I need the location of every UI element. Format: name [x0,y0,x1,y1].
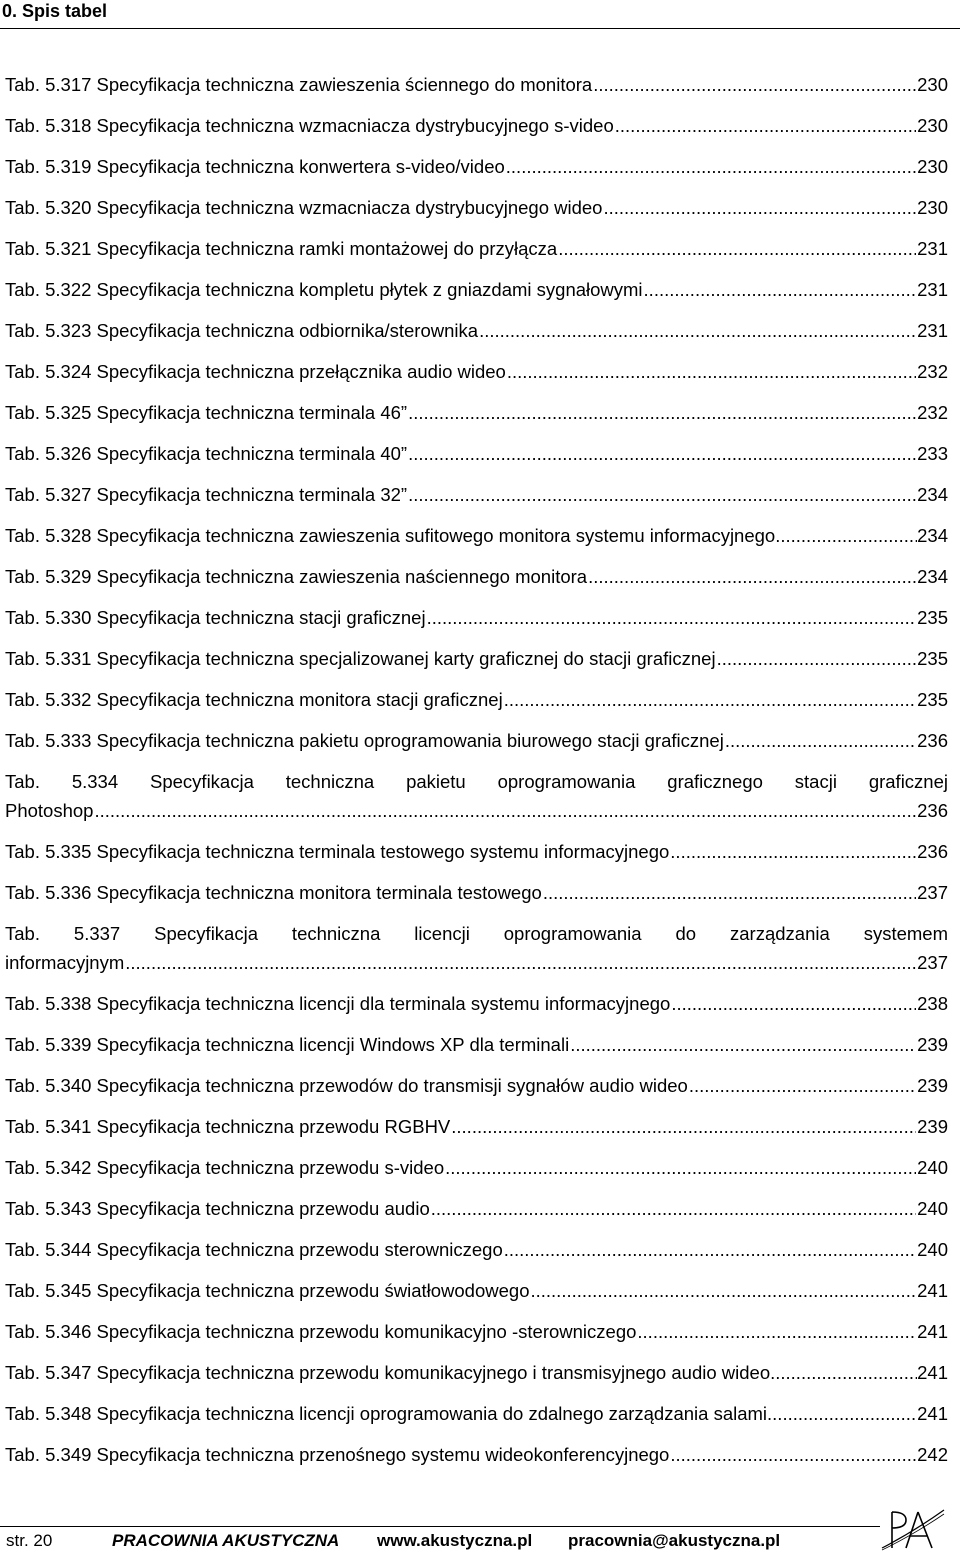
toc-entry[interactable] [5,152,948,181]
toc-entry-label: Tab. 5.330 Specyfikacja techniczna stacji graficznej [5,607,426,628]
dot-leader [445,1153,916,1182]
toc-entry-page: 241 [917,1280,948,1301]
toc-entry-page: 231 [917,320,948,341]
toc-entry-page: 242 [917,1444,948,1465]
dot-leader [408,398,916,427]
dot-leader [451,1112,916,1141]
toc-entry[interactable] [5,439,948,468]
toc-entry-page: 239 [917,1075,948,1096]
toc-entry[interactable] [5,878,948,907]
toc-entry-label: Tab. 5.342 Specyfikacja techniczna przewodu s-video [5,1157,445,1178]
toc-entry-label-line2: informacyjnym [5,952,125,973]
toc-entry-page: 231 [917,279,948,300]
toc-entry-page: 234 [917,566,948,587]
dot-leader [670,1440,916,1469]
toc-entry-page: 230 [917,115,948,136]
website-link[interactable]: www.akustyczna.pl [377,1531,533,1550]
toc-entry-label: Tab. 5.322 Specyfikacja techniczna kompletu płytek z gniazdami sygnałowymi [5,279,643,300]
header-divider [0,28,960,29]
toc-entry-label: Tab. 5.319 Specyfikacja techniczna konwertera s-video/video [5,156,505,177]
dot-leader [506,152,916,181]
toc-entry-page: 239 [917,1034,948,1055]
toc-entry[interactable] [5,837,948,866]
toc-entry-page: 235 [917,689,948,710]
toc-entry-label-line1: Tab. 5.337 Specyfikacja techniczna licencji oprogramowania do zarządzania systemem [5,923,948,944]
toc-entry-label: Tab. 5.328 Specyfikacja techniczna zawieszenia sufitowego monitora systemu informacyjnego [5,525,776,546]
toc-entry-label: Tab. 5.321 Specyfikacja techniczna ramki montażowej do przyłącza [5,238,558,259]
toc-entry[interactable] [5,726,948,755]
toc-entry-label: Tab. 5.324 Specyfikacja techniczna przełącznika audio wideo [5,361,506,382]
dot-leader [543,878,916,907]
toc-entry-label: Tab. 5.320 Specyfikacja techniczna wzmacniacza dystrybucyjnego wideo [5,197,603,218]
dot-leader [717,644,917,673]
toc-entry-page: 236 [917,800,948,821]
toc-entry-label: Tab. 5.338 Specyfikacja techniczna licencji dla terminala systemu informacyjnego [5,993,671,1014]
toc-entry-label: Tab. 5.327 Specyfikacja techniczna terminala 32” [5,484,408,505]
toc-entry-label: Tab. 5.335 Specyfikacja techniczna terminala testowego systemu informacyjnego [5,841,670,862]
dot-leader [507,357,916,386]
toc-entry-multiline[interactable] [5,767,948,825]
dot-leader [689,1071,916,1100]
toc-entry-label-line2: Photoshop [5,800,94,821]
toc-entry[interactable] [5,1276,948,1305]
toc-entry-label: Tab. 5.349 Specyfikacja techniczna przenośnego systemu wideokonferencyjnego [5,1444,670,1465]
dot-leader [558,234,916,263]
toc-entry[interactable] [5,234,948,263]
toc-entry[interactable] [5,111,948,140]
toc-entry[interactable] [5,70,948,99]
toc-entry-label: Tab. 5.347 Specyfikacja techniczna przewodu komunikacyjnego i transmisyjnego audio wideo [5,1362,771,1383]
toc-entry[interactable] [5,480,948,509]
toc-entry-label: Tab. 5.344 Specyfikacja techniczna przewodu sterowniczego [5,1239,503,1260]
dot-leader [593,70,916,99]
dot-leader [671,989,916,1018]
toc-entry-page: 241 [917,1403,948,1424]
table-of-tables [5,70,948,1481]
toc-entry-page: 237 [917,882,948,903]
dot-leader [479,316,916,345]
toc-entry-label-line1: Tab. 5.334 Specyfikacja techniczna pakietu oprogramowania graficznego stacji graficznej [5,771,948,792]
footer-divider [0,1526,880,1527]
dot-leader [644,275,917,304]
dot-leader [670,837,916,866]
dot-leader [530,1276,916,1305]
toc-entry-label: Tab. 5.326 Specyfikacja techniczna terminala 40” [5,443,408,464]
toc-entry[interactable] [5,398,948,427]
pa-logo [878,1504,948,1554]
dot-leader [504,1235,916,1264]
toc-entry[interactable] [5,1194,948,1223]
section-title: 0. Spis tabel [2,1,108,21]
dot-leader [603,193,916,222]
toc-entry-page: 241 [917,1362,948,1383]
toc-entry-label: Tab. 5.333 Specyfikacja techniczna pakietu oprogramowania biurowego stacji graficznej [5,730,724,751]
toc-entry-label: Tab. 5.341 Specyfikacja techniczna przewodu RGBHV [5,1116,451,1137]
toc-entry-page: 230 [917,156,948,177]
page-footer [0,1500,960,1555]
toc-entry-label: Tab. 5.348 Specyfikacja techniczna licencji oprogramowania do zdalnego zarządzania salami [5,1403,768,1424]
company-name: PRACOWNIA AKUSTYCZNA [112,1531,340,1550]
toc-entry-label: Tab. 5.336 Specyfikacja techniczna monitora terminala testowego [5,882,542,903]
toc-entry-label: Tab. 5.332 Specyfikacja techniczna monitora stacji graficznej [5,689,503,710]
toc-entry[interactable] [5,1153,948,1182]
toc-entry[interactable] [5,685,948,714]
dot-leader [588,562,916,591]
toc-entry-page: 240 [917,1157,948,1178]
toc-entry-label: Tab. 5.345 Specyfikacja techniczna przewodu światłowodowego [5,1280,530,1301]
dot-leader [408,480,916,509]
toc-entry-label: Tab. 5.329 Specyfikacja techniczna zawieszenia naściennego monitora [5,566,588,587]
toc-entry-page: 235 [917,648,948,669]
toc-entry-page: 241 [917,1321,948,1342]
toc-entry-label: Tab. 5.323 Specyfikacja techniczna odbiornika/sterownika [5,320,479,341]
page-number: str. 20 [6,1531,53,1550]
toc-entry-page: 240 [917,1198,948,1219]
toc-entry[interactable] [5,1071,948,1100]
dot-leader [637,1317,916,1346]
toc-entry-multiline[interactable] [5,919,948,977]
toc-entry[interactable] [5,521,948,550]
toc-entry[interactable] [5,357,948,386]
toc-entry-page: 232 [917,361,948,382]
dot-leader [125,948,916,977]
dot-leader [615,111,916,140]
toc-entry-page: 230 [917,74,948,95]
toc-entry[interactable] [5,1440,948,1469]
dot-leader [570,1030,916,1059]
toc-entry[interactable] [5,275,948,304]
toc-entry[interactable] [5,989,948,1018]
toc-entry[interactable] [5,1030,948,1059]
toc-entry-page: 238 [917,993,948,1014]
toc-entry-label: Tab. 5.325 Specyfikacja techniczna terminala 46” [5,402,408,423]
toc-entry-label: Tab. 5.331 Specyfikacja techniczna specjalizowanej karty graficznej do stacji graficznej [5,648,716,669]
toc-entry-label: Tab. 5.340 Specyfikacja techniczna przewodów do transmisji sygnałów audio wideo [5,1075,688,1096]
dot-leader [408,439,916,468]
toc-entry-label: Tab. 5.339 Specyfikacja techniczna licencji Windows XP dla terminali [5,1034,570,1055]
toc-entry[interactable] [5,1317,948,1346]
toc-entry[interactable] [5,1399,948,1428]
toc-entry-label: Tab. 5.318 Specyfikacja techniczna wzmacniacza dystrybucyjnego s-video [5,115,614,136]
toc-entry[interactable] [5,1235,948,1264]
dot-leader [775,521,917,550]
toc-entry[interactable] [5,562,948,591]
toc-entry-page: 230 [917,197,948,218]
toc-entry-page: 232 [917,402,948,423]
dot-leader [427,603,917,632]
toc-entry[interactable] [5,316,948,345]
toc-entry-page: 233 [917,443,948,464]
dot-leader [767,1399,917,1428]
toc-entry-page: 236 [917,730,948,751]
toc-entry-page: 234 [917,484,948,505]
toc-entry[interactable] [5,644,948,673]
toc-entry-page: 236 [917,841,948,862]
toc-entry-page: 234 [917,525,948,546]
toc-entry[interactable] [5,193,948,222]
toc-entry[interactable] [5,603,948,632]
toc-entry-label: Tab. 5.343 Specyfikacja techniczna przewodu audio [5,1198,430,1219]
dot-leader [431,1194,916,1223]
toc-entry-page: 237 [917,952,948,973]
toc-entry-page: 235 [917,607,948,628]
toc-entry-page: 239 [917,1116,948,1137]
page-header [0,0,960,24]
email-link[interactable]: pracownia@akustyczna.pl [568,1531,781,1550]
toc-entry[interactable] [5,1358,948,1387]
toc-entry-label: Tab. 5.346 Specyfikacja techniczna przewodu komunikacyjno -sterowniczego [5,1321,637,1342]
dot-leader [770,1358,917,1387]
dot-leader [725,726,916,755]
toc-entry-label: Tab. 5.317 Specyfikacja techniczna zawieszenia ściennego do monitora [5,74,593,95]
toc-entry-page: 240 [917,1239,948,1260]
dot-leader [94,796,916,825]
toc-entry-page: 231 [917,238,948,259]
toc-entry[interactable] [5,1112,948,1141]
toc-group-a [5,70,948,755]
dot-leader [504,685,916,714]
